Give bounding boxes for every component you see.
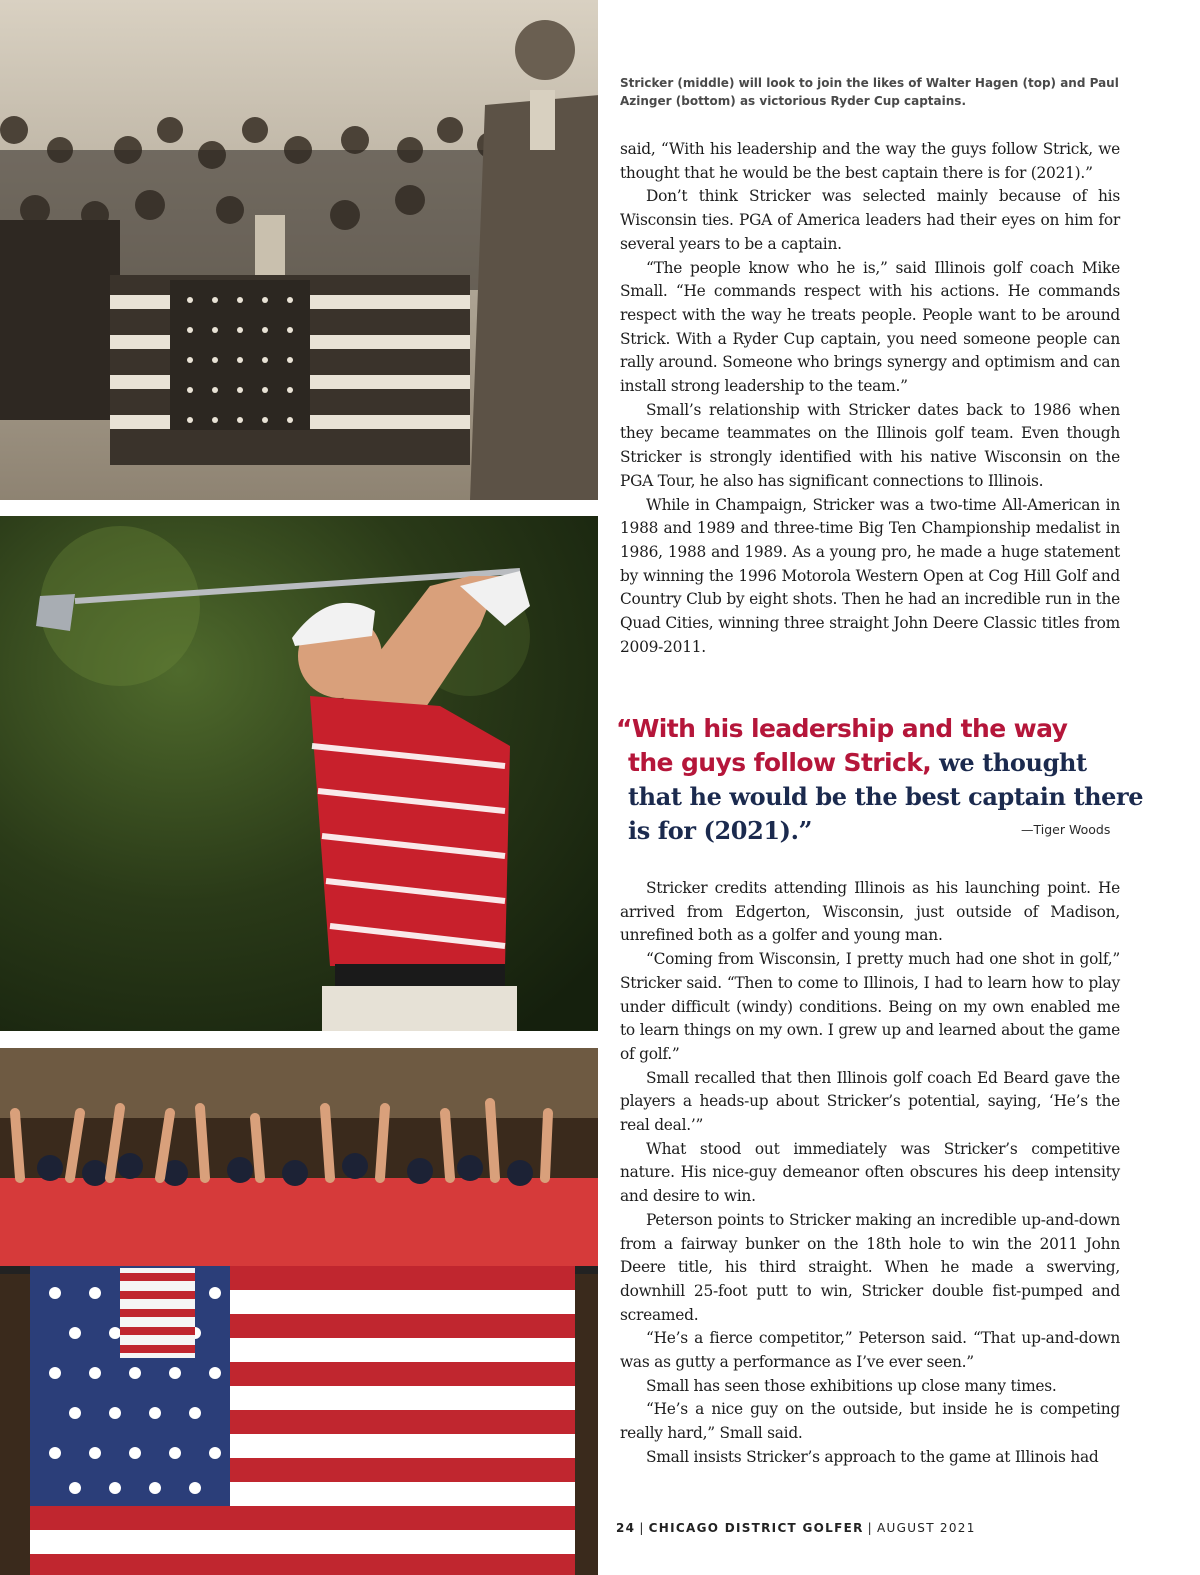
article-body-lower bbox=[620, 877, 1120, 1470]
golfer-swing-photo bbox=[0, 516, 598, 1031]
paragraph: Small recalled that then Illinois golf coach Ed Beard gave the players a heads-up about Stricker’s potential, saying, ‘He’s the real deal.’” bbox=[620, 1068, 1120, 1135]
paragraph: Small’s relationship with Stricker dates back to 1986 when they became teammates on the Illinois golf team. Even though Stricker is strongly identified with his native Wisconsin on the PGA Tour, he also has significant connections to Illinois. bbox=[620, 400, 1120, 490]
footer-separator: | bbox=[867, 1521, 873, 1535]
issue-date: AUGUST 2021 bbox=[877, 1521, 976, 1535]
pull-quote-line-3: that he would be the best captain there bbox=[628, 782, 1144, 811]
paragraph: “Coming from Wisconsin, I pretty much had one shot in golf,” Stricker said. “Then to come to Illinois, I had to learn how to play under difficult (windy) conditions. Being on my own enabled me to learn things on my own. I grew up and learned about the game of golf.” bbox=[620, 950, 1120, 1063]
paragraph: Small insists Stricker’s approach to the game at Illinois had bbox=[646, 1447, 1099, 1466]
article-body-upper bbox=[620, 138, 1120, 659]
page-footer bbox=[616, 1521, 976, 1535]
paragraph: Small has seen those exhibitions up close many times. bbox=[646, 1376, 1057, 1395]
pull-quote-line-4: is for (2021).” bbox=[628, 816, 812, 845]
paragraph: “The people know who he is,” said Illinois golf coach Mike Small. “He commands respect with his actions. He commands respect with the way he treats people. People want to be around Strick. With a Ryder Cup captain, you need someone people can rally around. Someone who brings synergy and optimism and can install strong leadership to the team.” bbox=[620, 258, 1120, 396]
pull-quote-line-2 bbox=[616, 746, 1136, 780]
magazine-name: CHICAGO DISTRICT GOLFER bbox=[648, 1521, 864, 1535]
paragraph: Peterson points to Stricker making an incredible up-and-down from a fairway bunker on the 18th hole to win the 2011 John Deere title, his third straight. When he made a swerving, downhill 25-foot putt to win, Stricker double fist-pumped and screamed. bbox=[620, 1210, 1120, 1324]
pull-quote-continuation: we thought bbox=[931, 748, 1087, 777]
paragraph: “He’s a fierce competitor,” Peterson said. “That up-and-down was as gutty a performance as I’ve ever seen.” bbox=[620, 1329, 1120, 1372]
paragraph: What stood out immediately was Stricker’s competitive nature. His nice-guy demeanor often obscures his deep intensity and desire to win. bbox=[620, 1139, 1120, 1206]
team-celebration-photo bbox=[0, 1048, 598, 1575]
vintage-ceremony-photo bbox=[0, 0, 598, 500]
quote-attribution: —Tiger Woods bbox=[1021, 822, 1111, 837]
paragraph: “He’s a nice guy on the outside, but inside he is competing really hard,” Small said. bbox=[620, 1400, 1120, 1443]
paragraph: While in Champaign, Stricker was a two-time All-American in 1988 and 1989 and three-time Big Ten Championship medalist in 1986, 1988 and 1989. As a young pro, he made a huge statement by winning the 1996 Motorola Western Open at Cog Hill Golf and Country Club by eight shots. Then he had an incredible run in the Quad Cities, winning three straight John Deere Classic titles from 2009-2011. bbox=[620, 495, 1120, 656]
paragraph: Don’t think Stricker was selected mainly because of his Wisconsin ties. PGA of America leaders had their eyes on him for several years to be a captain. bbox=[620, 187, 1120, 253]
footer-separator: | bbox=[639, 1521, 645, 1535]
paragraph: Stricker credits attending Illinois as his launching point. He arrived from Edgerton, Wisconsin, just outside of Madison, unrefined both as a golfer and young man. bbox=[620, 879, 1120, 945]
page-number: 24 bbox=[616, 1521, 636, 1535]
paragraph: said, “With his leadership and the way the guys follow Strick, we thought that he would be the best captain there is for (2021).” bbox=[620, 140, 1120, 182]
photo-caption: Stricker (middle) will look to join the likes of Walter Hagen (top) and Paul Azinger (bottom) as victorious Ryder Cup captains. bbox=[620, 76, 1119, 108]
pull-quote-emphasis: the guys follow Strick, bbox=[628, 748, 932, 777]
pull-quote-line-1: “With his leadership and the way bbox=[616, 714, 1068, 743]
